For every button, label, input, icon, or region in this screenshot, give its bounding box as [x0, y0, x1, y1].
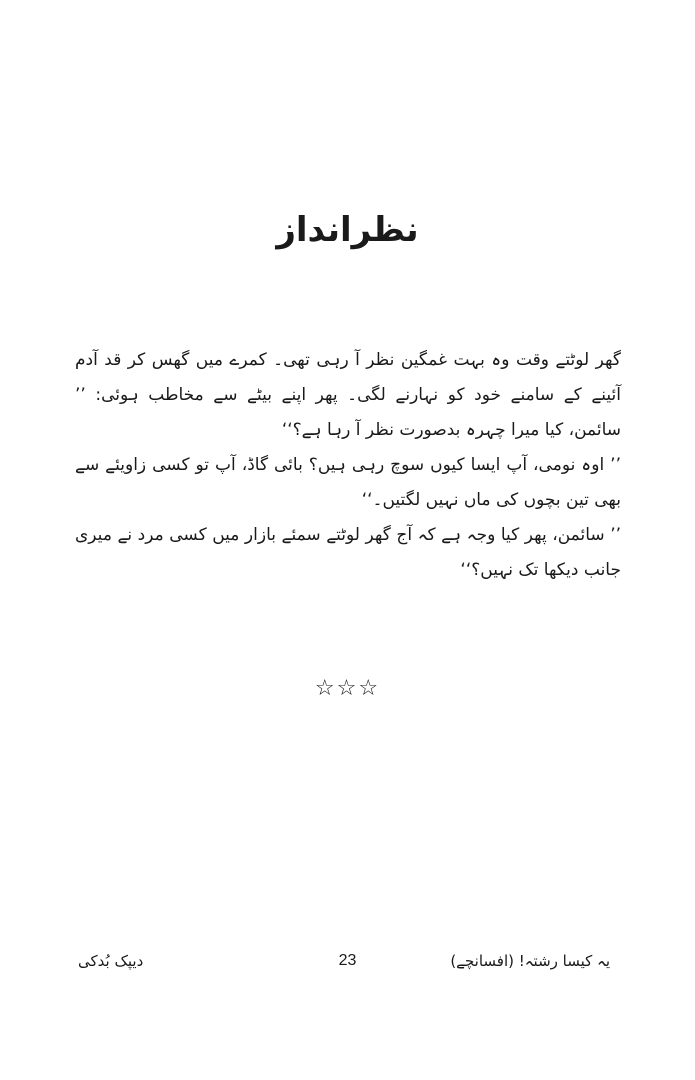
paragraph: ’’ سائمن، پھر کیا وجہ ہے کہ آج گھر لوٹتے سمئے بازار میں کسی مرد نے میری جانب دیکھا تک نہیں؟‘‘: [75, 525, 621, 580]
footer-book-title: یہ کیسا رشتہ! (افسانچے): [450, 952, 610, 970]
footer-author: دیپک بُدکی: [78, 952, 144, 970]
paragraph: ’’ اوہ نومی، آپ ایسا کیوں سوچ رہی ہیں؟ بائی گاڈ، آپ تو کسی زاویئے سے بھی تین بچوں کی ماں نہیں لگتیں۔‘‘: [75, 455, 621, 510]
section-separator-stars: ☆☆☆: [314, 676, 381, 701]
paragraph: گھر لوٹتے وقت وہ بہت غمگین نظر آ رہی تھی۔ کمرے میں گھس کر قد آدم آئینے کے سامنے خود کو نہارنے لگی۔ پھر اپنے بیٹے سے مخاطب ہوئی: ’’ سائمن، کیا میرا چہرہ بدصورت نظر آ رہا ہے؟‘‘: [75, 350, 621, 440]
chapter-title: نظرانداز: [276, 210, 419, 250]
story-body: [75, 343, 621, 588]
page-number: 23: [338, 952, 357, 969]
